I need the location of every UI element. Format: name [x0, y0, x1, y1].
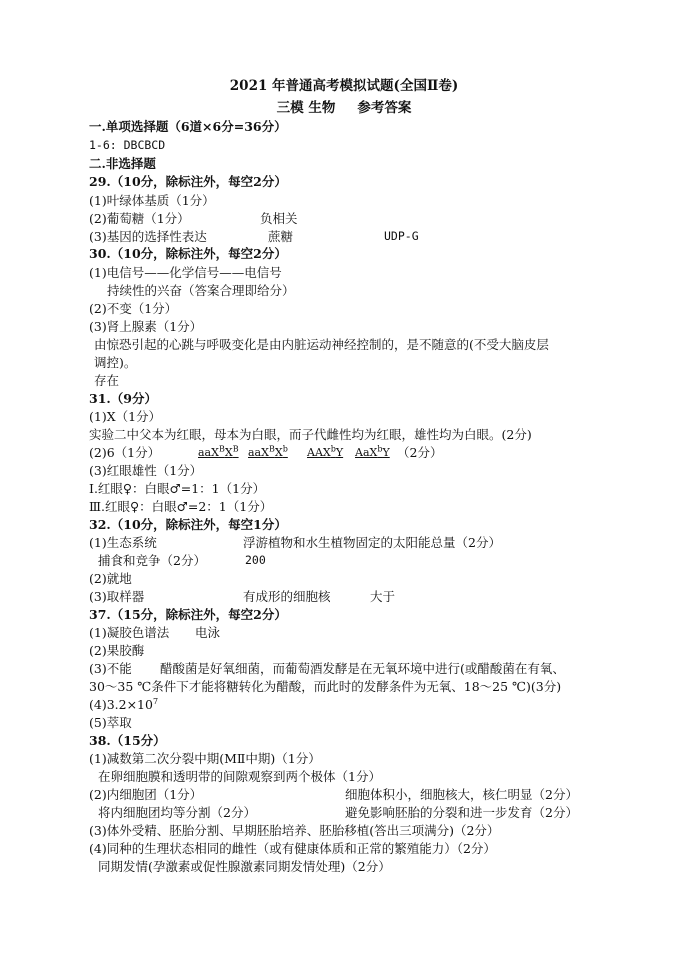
subtitle-kind: 参考答案 — [357, 100, 412, 116]
answer-key-page: 2021 年普通高考模拟试题(全国Ⅱ卷) 三模 生物 参考答案 一.单项选择题（6道×6分=36分） 1-6: DBCBCD 二.非选择题 29.（10分，除标注外，每空2分） (1)叶绿体基质（1分） (2)葡萄糖（1分） 负相关 (3)基因的选择性表达 蔗糖 UDP-G 30.（10分，除标注外，每空2分） (1)电信号——化学信号——电信号 持续性的兴奋（答案合理即给分） (2)不变（1分） (3)肾上腺素（1分） 由惊恐引起的心跳与呼吸变化是由内脏运动神经控制的，是不随意的(不受大脑皮层 调控)。 存在 31.（9分） (1)X（1分） 实验二中父本为红眼，母本为白眼，而子代雌性均为红眼，雄性均为白眼。(2分) (2)6（1分） $aaX^BX^B$ $aaX^BX^b$ AAX$^b$Y AaX$^b$Y （2分） (3)红眼雄性（1分） Ⅰ.红眼♀：白眼♂=1：1（1分） Ⅲ.红眼♀：白眼♂=2：1（1分） 32.（10分，除标注外，每空1分） (1)生态系统 浮游植物和水生植物固定的太阳能总量（2分） 捕食和竞争（2分） 200 (2)就地 (3)取样器 有成形的细胞核 大于 37.（15分，除标注外，每空2分） (1)凝胶色谱法 电泳 (2)果胶酶 (3)不能 醋酸菌是好氧细菌，而葡萄酒发酵是在无氧环境中进行(或醋酸菌在有氧、 30～35 ℃条件下才能将糖转化为醋酸，而此时的发酵条件为无氧、18～25 ℃)(3分) $(4)3.2\times 10^7$ (5)萃取 38.（15分） (1)减数第二次分裂中期(MⅡ中期)（1分） 在卵细胞膜和透明带的间隙观察到两个极体（1分） (2)内细胞团（1分） 细胞体积小，细胞核大，核仁明显（2分） 将内细胞团均等分割（2分） 避免影响胚胎的分裂和进一步发育（2分） (3)体外受精、胚胎分割、早期胚胎培养、胚胎移植(答出三项满分)（2分） (4)同种的生理状态相同的雌性（或有健康体质和正常的繁殖能力）（2分） 同期发情(孕激素或促性腺激素同期发情处理)（2分） — [0, 0, 688, 971]
doc-subtitle — [0, 99, 688, 118]
genotype-4: AaX$^b$Y — [355, 444, 390, 459]
genotype-3: AAX$^b$Y — [307, 444, 344, 459]
doc-title: 2021 年普通高考模拟试题(全国Ⅱ卷) — [229, 78, 459, 94]
subtitle-exam: 三模 生物 — [276, 100, 336, 116]
genotype-2: $aaX^BX^b$ — [248, 444, 288, 459]
genotype-1: $aaX^BX^B$ — [198, 444, 239, 459]
